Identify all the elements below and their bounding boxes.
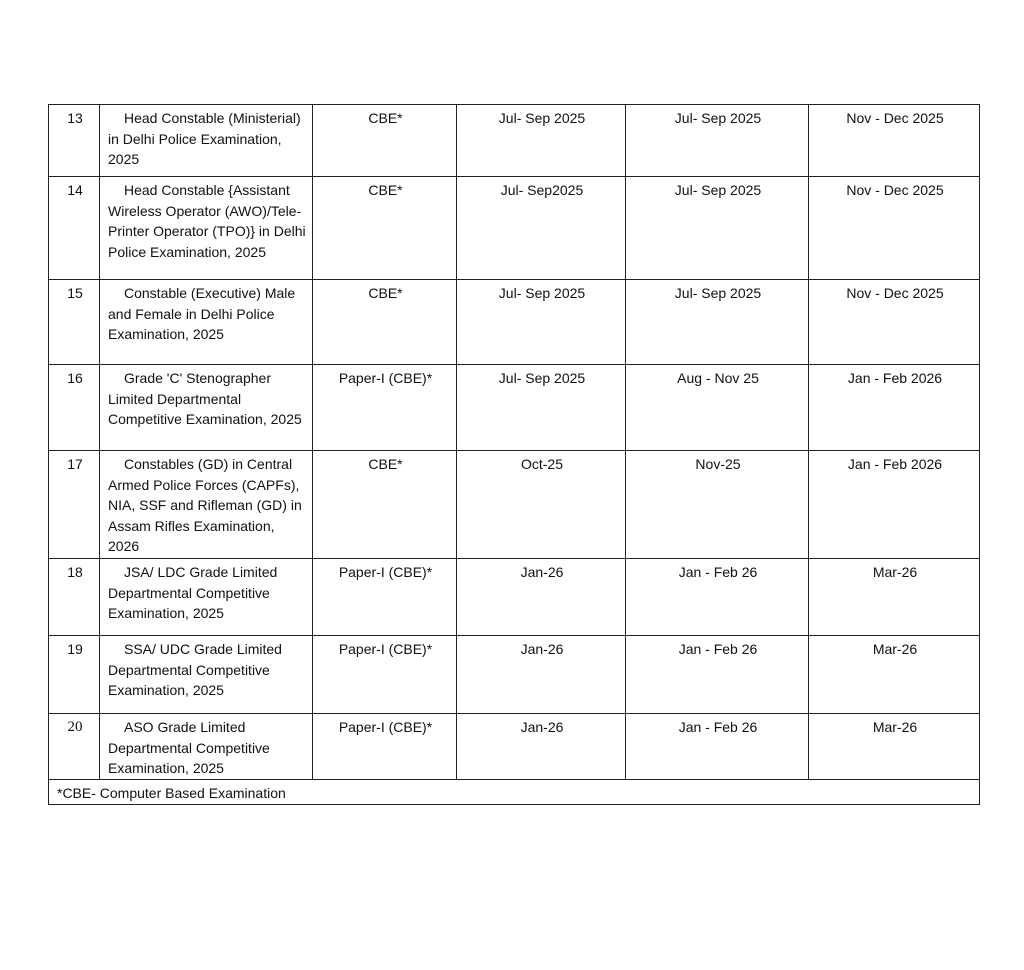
serial-number: 13 xyxy=(49,105,100,177)
schedule-col-5: Mar-26 xyxy=(809,559,980,636)
schedule-col-5: Mar-26 xyxy=(809,636,980,714)
schedule-col-4: Jul- Sep 2025 xyxy=(626,280,809,365)
table-row xyxy=(49,280,980,365)
exam-name: SSA/ UDC Grade Limited Departmental Competitive Examination, 2025 xyxy=(100,636,313,714)
schedule-col-5: Jan - Feb 2026 xyxy=(809,365,980,451)
exam-mode: Paper-I (CBE)* xyxy=(313,636,457,714)
table-row xyxy=(49,451,980,559)
schedule-col-4: Jan - Feb 26 xyxy=(626,714,809,780)
exam-name: ASO Grade Limited Departmental Competitive Examination, 2025 xyxy=(100,714,313,780)
exam-mode: CBE* xyxy=(313,451,457,559)
table-row xyxy=(49,714,980,780)
table-row xyxy=(49,177,980,280)
schedule-col-5: Jan - Feb 2026 xyxy=(809,451,980,559)
serial-number: 17 xyxy=(49,451,100,559)
schedule-col-5: Nov - Dec 2025 xyxy=(809,105,980,177)
schedule-col-5: Mar-26 xyxy=(809,714,980,780)
table-row xyxy=(49,636,980,714)
schedule-col-5: Nov - Dec 2025 xyxy=(809,177,980,280)
footnote-row xyxy=(49,780,980,805)
exam-name: Head Constable (Ministerial) in Delhi Police Examination, 2025 xyxy=(100,105,313,177)
serial-number: 19 xyxy=(49,636,100,714)
schedule-col-3: Jan-26 xyxy=(457,559,626,636)
schedule-col-4: Jul- Sep 2025 xyxy=(626,177,809,280)
schedule-col-4: Nov-25 xyxy=(626,451,809,559)
exam-name: Grade 'C' Stenographer Limited Departmental Competitive Examination, 2025 xyxy=(100,365,313,451)
exam-mode: Paper-I (CBE)* xyxy=(313,714,457,780)
schedule-col-3: Jan-26 xyxy=(457,636,626,714)
serial-number: 14 xyxy=(49,177,100,280)
schedule-col-3: Jul- Sep 2025 xyxy=(457,365,626,451)
exam-mode: CBE* xyxy=(313,280,457,365)
schedule-col-4: Aug - Nov 25 xyxy=(626,365,809,451)
schedule-col-3: Oct-25 xyxy=(457,451,626,559)
serial-number: 20 xyxy=(49,714,100,780)
schedule-col-4: Jul- Sep 2025 xyxy=(626,105,809,177)
exam-schedule-table xyxy=(48,104,980,805)
schedule-col-3: Jul- Sep2025 xyxy=(457,177,626,280)
exam-mode: CBE* xyxy=(313,105,457,177)
exam-mode: CBE* xyxy=(313,177,457,280)
exam-name: JSA/ LDC Grade Limited Departmental Competitive Examination, 2025 xyxy=(100,559,313,636)
exam-mode: Paper-I (CBE)* xyxy=(313,559,457,636)
exam-mode: Paper-I (CBE)* xyxy=(313,365,457,451)
serial-number: 16 xyxy=(49,365,100,451)
schedule-col-3: Jul- Sep 2025 xyxy=(457,280,626,365)
table-row xyxy=(49,365,980,451)
schedule-col-3: Jan-26 xyxy=(457,714,626,780)
serial-number: 15 xyxy=(49,280,100,365)
exam-name: Head Constable {Assistant Wireless Operator (AWO)/Tele-Printer Operator (TPO)} in Delhi Police Examination, 2025 xyxy=(100,177,313,280)
table-row xyxy=(49,105,980,177)
serial-number: 18 xyxy=(49,559,100,636)
schedule-col-4: Jan - Feb 26 xyxy=(626,559,809,636)
footnote: *CBE- Computer Based Examination xyxy=(49,780,980,805)
exam-name: Constables (GD) in Central Armed Police Forces (CAPFs), NIA, SSF and Rifleman (GD) in Assam Rifles Examination, 2026 xyxy=(100,451,313,559)
schedule-col-5: Nov - Dec 2025 xyxy=(809,280,980,365)
schedule-col-3: Jul- Sep 2025 xyxy=(457,105,626,177)
exam-name: Constable (Executive) Male and Female in Delhi Police Examination, 2025 xyxy=(100,280,313,365)
schedule-col-4: Jan - Feb 26 xyxy=(626,636,809,714)
table-row xyxy=(49,559,980,636)
